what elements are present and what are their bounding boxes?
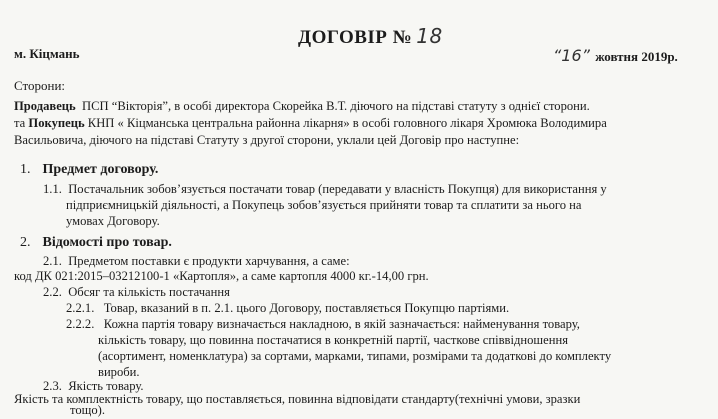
item-2-2 xyxy=(43,284,230,301)
item-2-3-title: Якість товару. xyxy=(68,379,144,393)
item-2-2-2-line2: кількість товару, що повинна постачатися в конкретній партії, часткове співвідношення xyxy=(98,333,568,347)
item-2-1-line2: код ДК 021:2015–03212100-1 «Картопля», а саме картопля 4000 кг.-14,00 грн. xyxy=(14,269,429,283)
item-1-1-line2: підприємницькій діяльності, а Покупець зобов’язується прийняти товар та сплатити за нього на xyxy=(66,198,582,212)
item-2-2-2-line4: вироби. xyxy=(98,365,140,379)
section-1-title: Предмет договору. xyxy=(42,162,159,177)
section-1-number: 1. xyxy=(20,162,31,177)
item-1-1-line1: Постачальник зобов’язується постачати товар (передавати у власність Покупця) для використання у xyxy=(68,182,607,196)
item-2-2-2-line3: (асортимент, номенклатура) за сортами, марками, типами, розмірами та додатковi до комплекту xyxy=(98,349,612,363)
seller-label: Продавець xyxy=(14,99,76,113)
buyer-line xyxy=(14,115,607,132)
section-2-title: Відомості про товар. xyxy=(42,235,172,250)
item-2-2-1-text: Товар, вказаний в п. 2.1. цього Договору, поставляється Покупцю партіями. xyxy=(103,301,510,315)
date-month-year: жовтня 2019р. xyxy=(595,49,678,64)
contract-number: 18 xyxy=(416,24,443,48)
section-1-heading xyxy=(20,162,158,178)
item-2-2-2 xyxy=(66,316,580,333)
item-2-3-line2: тощо). xyxy=(70,403,105,417)
item-2-2-number: 2.2. xyxy=(43,285,62,299)
section-2-heading xyxy=(20,235,172,251)
item-1-1-number: 1.1. xyxy=(43,182,62,196)
item-2-1-line1: Предметом поставки є продукти харчування, а саме: xyxy=(68,254,350,268)
item-2-2-1-number: 2.2.1. xyxy=(66,301,95,315)
item-2-1-number: 2.1. xyxy=(43,254,62,268)
item-2-2-title: Обсяг та кількість постачання xyxy=(68,285,230,299)
page-title xyxy=(298,24,443,49)
item-2-2-1 xyxy=(66,300,509,317)
buyer-line-cont: Васильовича, діючого на підставі Статуту з другої сторони, уклали цей Договір про наступне: xyxy=(14,133,520,147)
buyer-label: Покупець xyxy=(28,116,85,130)
city: м. Кіцмань xyxy=(14,46,80,61)
item-1-1-line3: умовах Договору. xyxy=(66,214,160,228)
date-day: “16” xyxy=(553,46,590,65)
item-2-2-2-number: 2.2.2. xyxy=(66,317,95,331)
section-2-number: 2. xyxy=(20,235,31,250)
contract-date xyxy=(551,46,678,65)
buyer-text: КНП « Кіцманська центральна районна лікарня» в особі головного лікаря Хромюка Володимира xyxy=(87,116,607,130)
seller-text: ПСП “Вікторія”, в особі директора Скорейка В.Т. діючого на підставі статуту з однієї сторони. xyxy=(82,99,590,113)
seller-line xyxy=(14,98,590,115)
parties-label: Сторони: xyxy=(14,78,66,93)
item-2-2-2-line1: Кожна партія товару визначається накладною, в якій зазначається: найменування товару, xyxy=(103,317,580,331)
item-1-1 xyxy=(43,181,607,198)
item-2-3-line1: Якість та комплектність товару, що поставляється, повинна відповідати стандарту(технічні умови, зразки xyxy=(14,392,581,406)
title-text: ДОГОВІР № xyxy=(298,27,413,48)
item-2-3-number: 2.3. xyxy=(43,379,62,393)
buyer-prefix: та xyxy=(14,116,26,130)
